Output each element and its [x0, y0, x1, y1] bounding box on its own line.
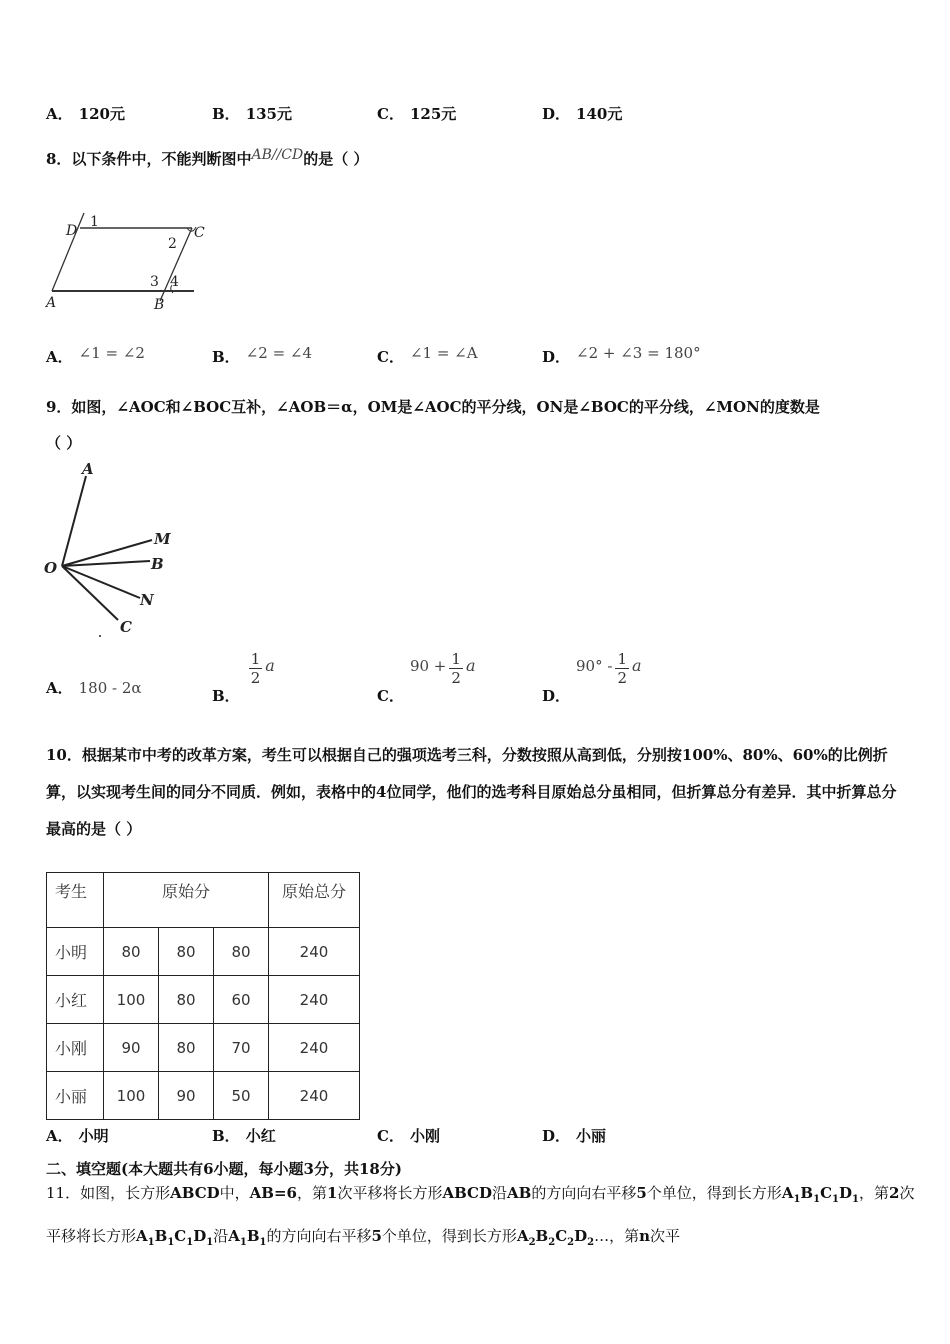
table-row: 小明 80 80 80 240 [47, 928, 360, 976]
label-4: 4 [170, 274, 179, 290]
label-B: B [151, 555, 164, 573]
label-A: A [46, 295, 57, 311]
label-A: A [82, 460, 94, 478]
q10-option-d: D． 小丽 [542, 1127, 607, 1145]
q11-stem: 11．如图，长方形ABCD中，AB=6，第1次平移将长方形ABCD沿AB的方向向右平移5个单位，得到长方形$A_1B_1C_1D_1$，第2次平移将长方形$A_1B_1C_1D_1$沿$A_1B_1$的方向向右平移5个单位，得到长方形$A_2B_2C_2D_2\dots$，第n次平 [46, 1184, 915, 1248]
table-row: 小刚 90 80 70 240 [47, 1024, 360, 1072]
q9-stem: 9．如图，∠AOC和∠BOC互补，∠AOB＝α，OM是∠AOC的平分线，ON是∠BOC的平分线，∠MON的度数是 [46, 398, 820, 416]
q9-option-d: D．90° - $\frac{1}{2}$ a [542, 650, 642, 705]
q10-option-c: C． 小刚 [377, 1127, 440, 1145]
header-raw-total: 原始总分 [269, 873, 360, 928]
label-C: C [120, 618, 132, 636]
q9-bracket: （ ） [46, 434, 82, 452]
table-row: 小红 100 80 60 240 [47, 976, 360, 1024]
label-O: O [44, 559, 58, 577]
q10-option-b: B． 小红 [212, 1127, 276, 1145]
q8-option-c: C． ∠1 = ∠A [377, 344, 478, 366]
label-B: B [154, 297, 165, 313]
score-table [46, 872, 360, 1120]
q10-stem: 10．根据某市中考的改革方案，考生可以根据自己的强项选考三科，分数按照从高到低，分别按100%、80%、60%的比例折算，以实现考生间的同分不同质．例如，表格中的4位同学，他们的选考科目原始总分虽相同，但折算总分有差异．其中折算总分最高的是（ ） [46, 746, 897, 838]
q9-option-c: C．90 + $\frac{1}{2}$ a [377, 650, 476, 705]
q9-figure [40, 458, 190, 640]
q7-option-a: A． 120元 [46, 105, 125, 123]
q8-stem: 8．以下条件中，不能判断图中AB//CD的是（ ） [46, 147, 369, 168]
q7-option-b: B． 135元 [212, 105, 292, 123]
label-1: 1 [90, 214, 99, 230]
table-header-row [47, 873, 360, 928]
section-2-title: 二、填空题(本大题共有6小题，每小题3分，共18分) [46, 1160, 402, 1178]
q8-option-a: A． ∠1 = ∠2 [46, 344, 145, 366]
table-row: 小丽 100 90 50 240 [47, 1072, 360, 1120]
q9-option-a: A． 180 - 2α [46, 679, 142, 697]
q10-option-a: A． 小明 [46, 1127, 109, 1145]
q7-option-d: D． 140元 [542, 105, 623, 123]
q9-option-b: B． $\frac{1}{2}$ a [212, 650, 275, 705]
label-C: C [194, 225, 205, 241]
label-3: 3 [150, 274, 159, 290]
label-N: N [140, 591, 154, 609]
q7-option-c: C． 125元 [377, 105, 457, 123]
label-2: 2 [168, 236, 177, 252]
q8-figure [42, 205, 205, 315]
label-D: D [66, 223, 78, 239]
header-student: 考生 [47, 873, 104, 928]
header-raw-scores: 原始分 [104, 873, 269, 928]
q8-math: AB//CD [251, 147, 304, 163]
q8-option-b: B． ∠2 = ∠4 [212, 344, 313, 366]
label-M: M [154, 530, 171, 548]
q8-option-d: D． ∠2 + ∠3 = 180° [542, 344, 701, 366]
